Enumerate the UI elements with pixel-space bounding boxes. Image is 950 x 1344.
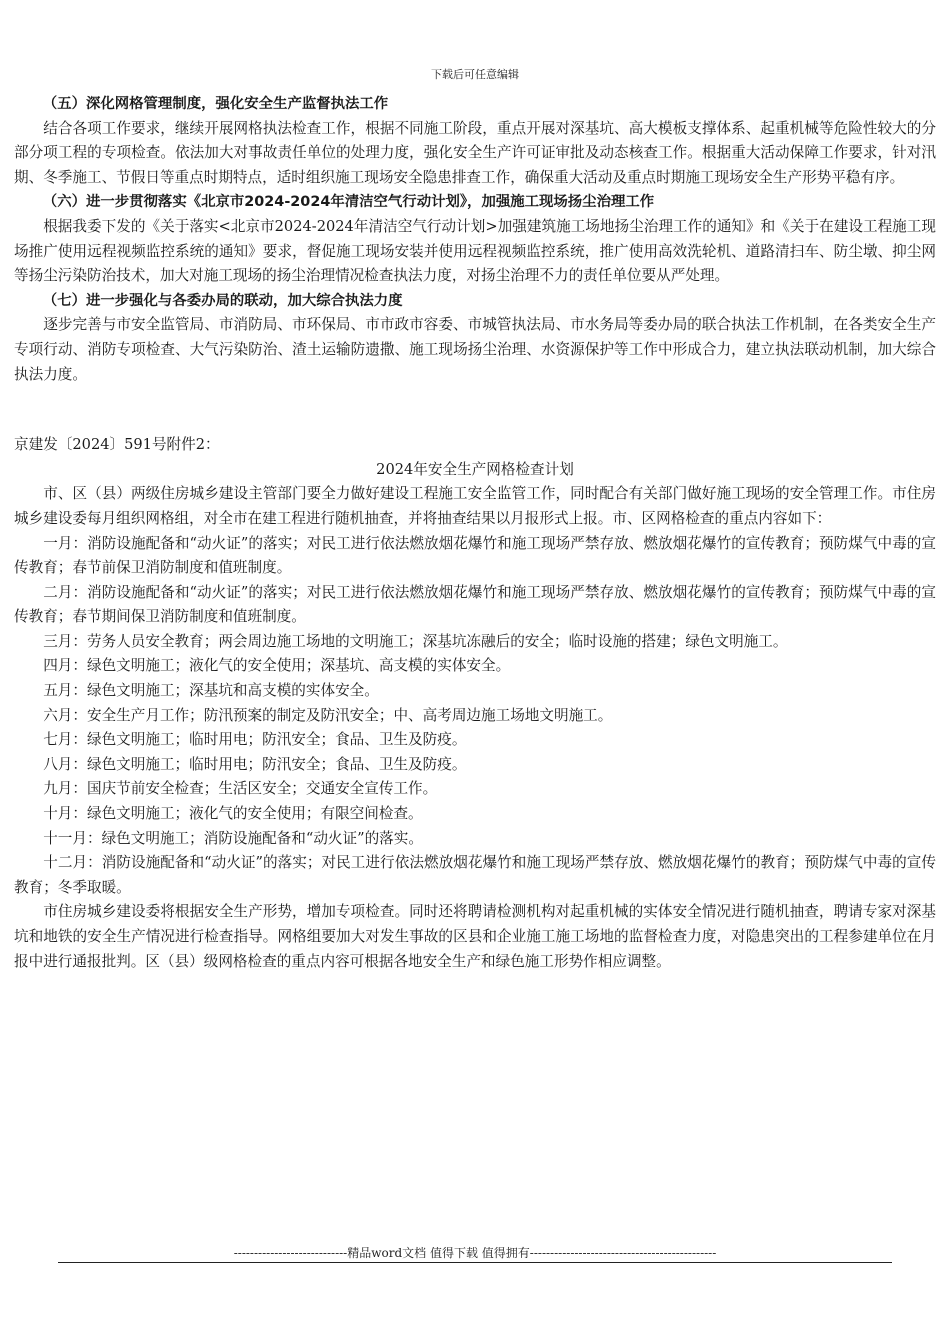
page-footer: ----------------------------精品word文档 值得下载 值得拥有---------------------------------------------- <box>233 1246 717 1260</box>
month-item-6: 六月：安全生产月工作；防汛预案的制定及防汛安全；中、高考周边施工场地文明施工。 <box>43 706 613 724</box>
document-body <box>14 92 936 974</box>
month-item-12: 十二月：消防设施配备和“动火证”的落实；对民工进行依法燃放烟花爆竹和施工现场严禁存放、燃放烟花爆竹的教育；预防煤气中毒的宣传教育；冬季取暖。 <box>14 854 936 896</box>
month-item-3: 三月：劳务人员安全教育；两会周边施工场地的文明施工；深基坑冻融后的安全；临时设施的搭建；绿色文明施工。 <box>43 632 788 650</box>
month-item-7: 七月：绿色文明施工；临时用电；防汛安全；食品、卫生及防疫。 <box>43 731 467 749</box>
month-item-10: 十月：绿色文明施工；液化气的安全使用；有限空间检查。 <box>43 805 423 823</box>
attachment-title: 2024年安全生产网格检查计划 <box>376 460 574 478</box>
page-header: 下载后可任意编辑 <box>431 68 519 81</box>
section-5-body: 结合各项工作要求，继续开展网格执法检查工作，根据不同施工阶段，重点开展对深基坑、高大模板支撑体系、起重机械等危险性较大的分部分项工程的专项检查。依法加大对事故责任单位的处理力度，强化安全生产许可证审批及动态核查工作。根据重大活动保障工作要求，针对汛期、冬季施工、节假日等重点时期特点，适时组织施工现场安全隐患排查工作，确保重大活动及重点时期施工现场安全生产形势平稳有序。 <box>14 119 936 186</box>
section-gap <box>14 387 936 433</box>
attachment-reference: 京建发〔2024〕591号附件2： <box>14 436 220 454</box>
section-7-body: 逐步完善与市安全监管局、市消防局、市环保局、市市政市容委、市城管执法局、市水务局等委办局的联合执法工作机制，在各类安全生产专项行动、消防专项检查、大气污染防治、渣土运输防遗撒、施工现场扬尘治理、水资源保护等工作中形成合力，建立执法联动机制，加大综合执法力度。 <box>14 316 936 383</box>
month-item-1: 一月：消防设施配备和“动火证”的落实；对民工进行依法燃放烟花爆竹和施工现场严禁存放、燃放烟花爆竹的宣传教育；预防煤气中毒的宣传教育；春节前保卫消防制度和值班制度。 <box>14 534 936 577</box>
month-item-5: 五月：绿色文明施工；深基坑和高支模的实体安全。 <box>43 682 379 700</box>
month-item-11: 十一月：绿色文明施工；消防设施配备和“动火证”的落实。 <box>43 829 423 847</box>
section-6-heading: （六）进一步贯彻落实《北京市2024-2024年清洁空气行动计划》，加强施工现场扬尘治理工作 <box>42 194 655 211</box>
footer-divider <box>58 1262 892 1263</box>
month-item-9: 九月：国庆节前安全检查；生活区安全；交通安全宣传工作。 <box>43 780 438 798</box>
month-item-4: 四月：绿色文明施工；液化气的安全使用；深基坑、高支模的实体安全。 <box>43 657 511 675</box>
section-7-heading: （七）进一步强化与各委办局的联动，加大综合执法力度 <box>42 292 403 309</box>
section-5-heading: （五）深化网格管理制度，强化安全生产监督执法工作 <box>42 96 389 112</box>
month-item-2: 二月：消防设施配备和“动火证”的落实；对民工进行依法燃放烟花爆竹和施工现场严禁存放、燃放烟花爆竹的宣传教育；预防煤气中毒的宣传教育；春节期间保卫消防制度和值班制度。 <box>14 583 936 626</box>
section-6-body: 根据我委下发的《关于落实<北京市2024-2024年清洁空气行动计划>加强建筑施工场地扬尘治理工作的通知》和《关于在建设工程施工现场推广使用远程视频监控系统的通知》要求，督促施工现场安装并使用远程视频监控系统，推广使用高效洗轮机、道路清扫车、防尘墩、抑尘网等扬尘污染防治技术，加大对施工现场的扬尘治理情况检查执法力度，对扬尘治理不力的责任单位要从严处理。 <box>14 217 936 285</box>
month-item-8: 八月：绿色文明施工；临时用电；防汛安全；食品、卫生及防疫。 <box>43 755 467 773</box>
attachment-closing: 市住房城乡建设委将根据安全生产形势，增加专项检查。同时还将聘请检测机构对起重机械的实体安全情况进行随机抽查，聘请专家对深基坑和地铁的安全生产情况进行检查指导。网格组要加大对发生事故的区县和企业施工施工场地的监督检查力度，对隐患突出的工程参建单位在月报中进行通报批判。区（县）级网格检查的重点内容可根据各地安全生产和绿色施工形势作相应调整。 <box>14 903 936 970</box>
attachment-intro: 市、区（县）两级住房城乡建设主管部门要全力做好建设工程施工安全监管工作，同时配合有关部门做好施工现场的安全管理工作。市住房城乡建设委每月组织网格组，对全市在建工程进行随机抽查，并将抽查结果以月报形式上报。市、区网格检查的重点内容如下： <box>14 485 936 527</box>
